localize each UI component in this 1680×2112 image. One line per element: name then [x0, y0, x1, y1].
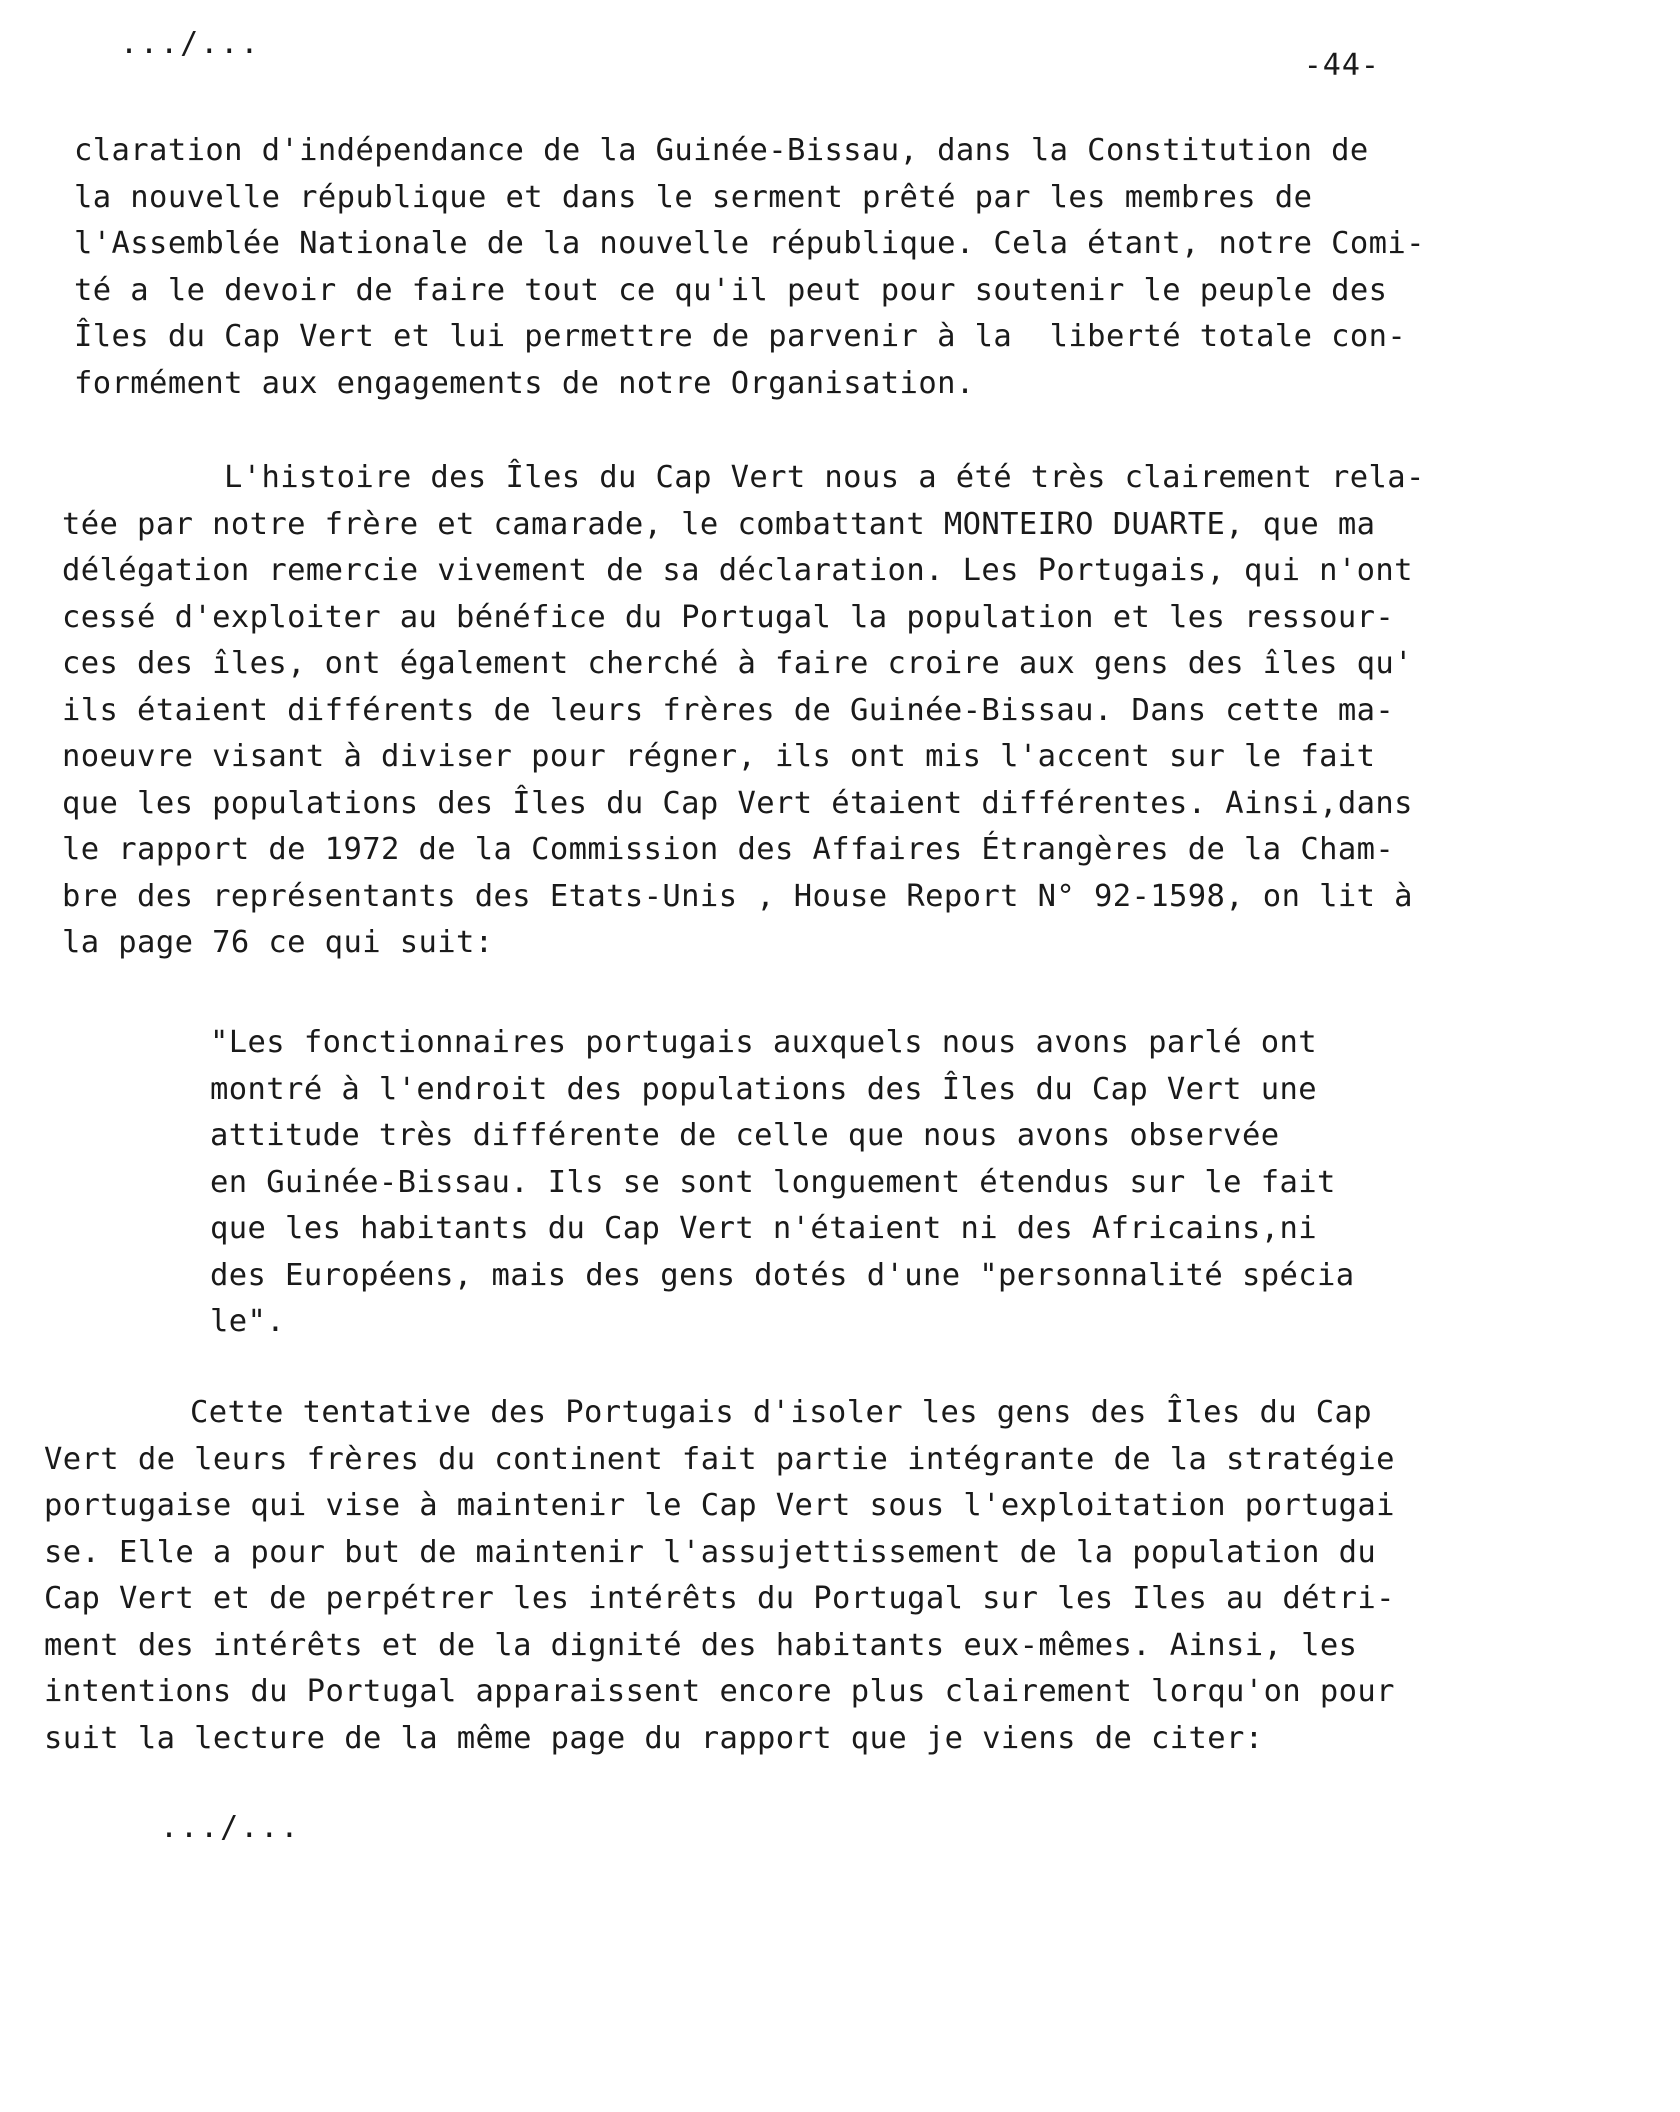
text-line: délégation remercie vivement de sa déclaration. Les Portugais, qui n'ont — [62, 553, 1413, 588]
block-quote — [210, 1020, 1355, 1346]
paragraph-3 — [44, 1390, 1395, 1762]
text-line: ils étaient différents de leurs frères de Guinée-Bissau. Dans cette ma- — [62, 692, 1395, 728]
text-line: ment des intérêts et de la dignité des habitants eux-mêmes. Ainsi, les — [44, 1627, 1358, 1663]
text-line: intentions du Portugal apparaissent encore plus clairement lorqu'on pour — [44, 1674, 1395, 1709]
text-line: que les populations des Îles du Cap Vert étaient différentes. Ainsi,dans — [62, 785, 1413, 821]
continuation-marker-bottom: .../... — [160, 1810, 301, 1845]
text-line: cessé d'exploiter au bénéfice du Portugal la population et les ressour- — [62, 599, 1395, 635]
text-line: Cap Vert et de perpétrer les intérêts du Portugal sur les Iles au détri- — [44, 1581, 1395, 1616]
quote-line: des Européens, mais des gens dotés d'une "personnalité spécia — [210, 1257, 1355, 1293]
text-line: noeuvre visant à diviser pour régner, ils ont mis l'accent sur le fait — [62, 739, 1376, 774]
text-line: formément aux engagements de notre Organisation. — [74, 365, 975, 401]
quote-line: que les habitants du Cap Vert n'étaient ni des Africains,ni — [210, 1211, 1317, 1246]
text-line: suit la lecture de la même page du rapport que je viens de citer: — [44, 1720, 1264, 1756]
quote-line: en Guinée-Bissau. Ils se sont longuement étendus sur le fait — [210, 1164, 1336, 1200]
text-line: tée par notre frère et camarade, le combattant MONTEIRO DUARTE, que ma — [62, 506, 1376, 542]
continuation-marker-top: .../... — [120, 26, 261, 61]
text-line: ces des îles, ont également cherché à faire croire aux gens des îles qu' — [62, 646, 1413, 681]
text-line: se. Elle a pour but de maintenir l'assujettissement de la population du — [44, 1534, 1377, 1570]
quote-line: attitude très différente de celle que nous avons observée — [210, 1118, 1280, 1153]
quote-line: montré à l'endroit des populations des Îles du Cap Vert une — [210, 1071, 1317, 1107]
text-line: la nouvelle république et dans le serment prêté par les membres de — [74, 179, 1313, 215]
text-line: portugaise qui vise à maintenir le Cap Vert sous l'exploitation portugai — [44, 1488, 1395, 1523]
text-line: claration d'indépendance de la Guinée-Bissau, dans la Constitution de — [74, 133, 1369, 168]
text-line: l'Assemblée Nationale de la nouvelle république. Cela étant, notre Comi- — [74, 226, 1425, 261]
text-line: Îles du Cap Vert et lui permettre de parvenir à la liberté totale con- — [74, 319, 1407, 354]
text-line: té a le devoir de faire tout ce qu'il peut pour soutenir le peuple des — [74, 272, 1388, 308]
paragraph-2 — [62, 455, 1425, 967]
text-line: bre des représentants des Etats-Unis , House Report N° 92-1598, on lit à — [62, 878, 1413, 914]
text-line: Vert de leurs frères du continent fait partie intégrante de la stratégie — [44, 1441, 1395, 1477]
page-number: -44- — [1303, 48, 1380, 83]
quote-line: "Les fonctionnaires portugais auxquels nous avons parlé ont — [210, 1025, 1317, 1060]
quote-line: le". — [210, 1304, 286, 1339]
text-line: Cette tentative des Portugais d'isoler les gens des Îles du Cap — [190, 1395, 1373, 1430]
paragraph-1 — [74, 128, 1425, 407]
text-line: le rapport de 1972 de la Commission des Affaires Étrangères de la Cham- — [62, 832, 1395, 867]
text-line: L'histoire des Îles du Cap Vert nous a été très clairement rela- — [224, 460, 1425, 495]
text-line: la page 76 ce qui suit: — [62, 925, 494, 960]
